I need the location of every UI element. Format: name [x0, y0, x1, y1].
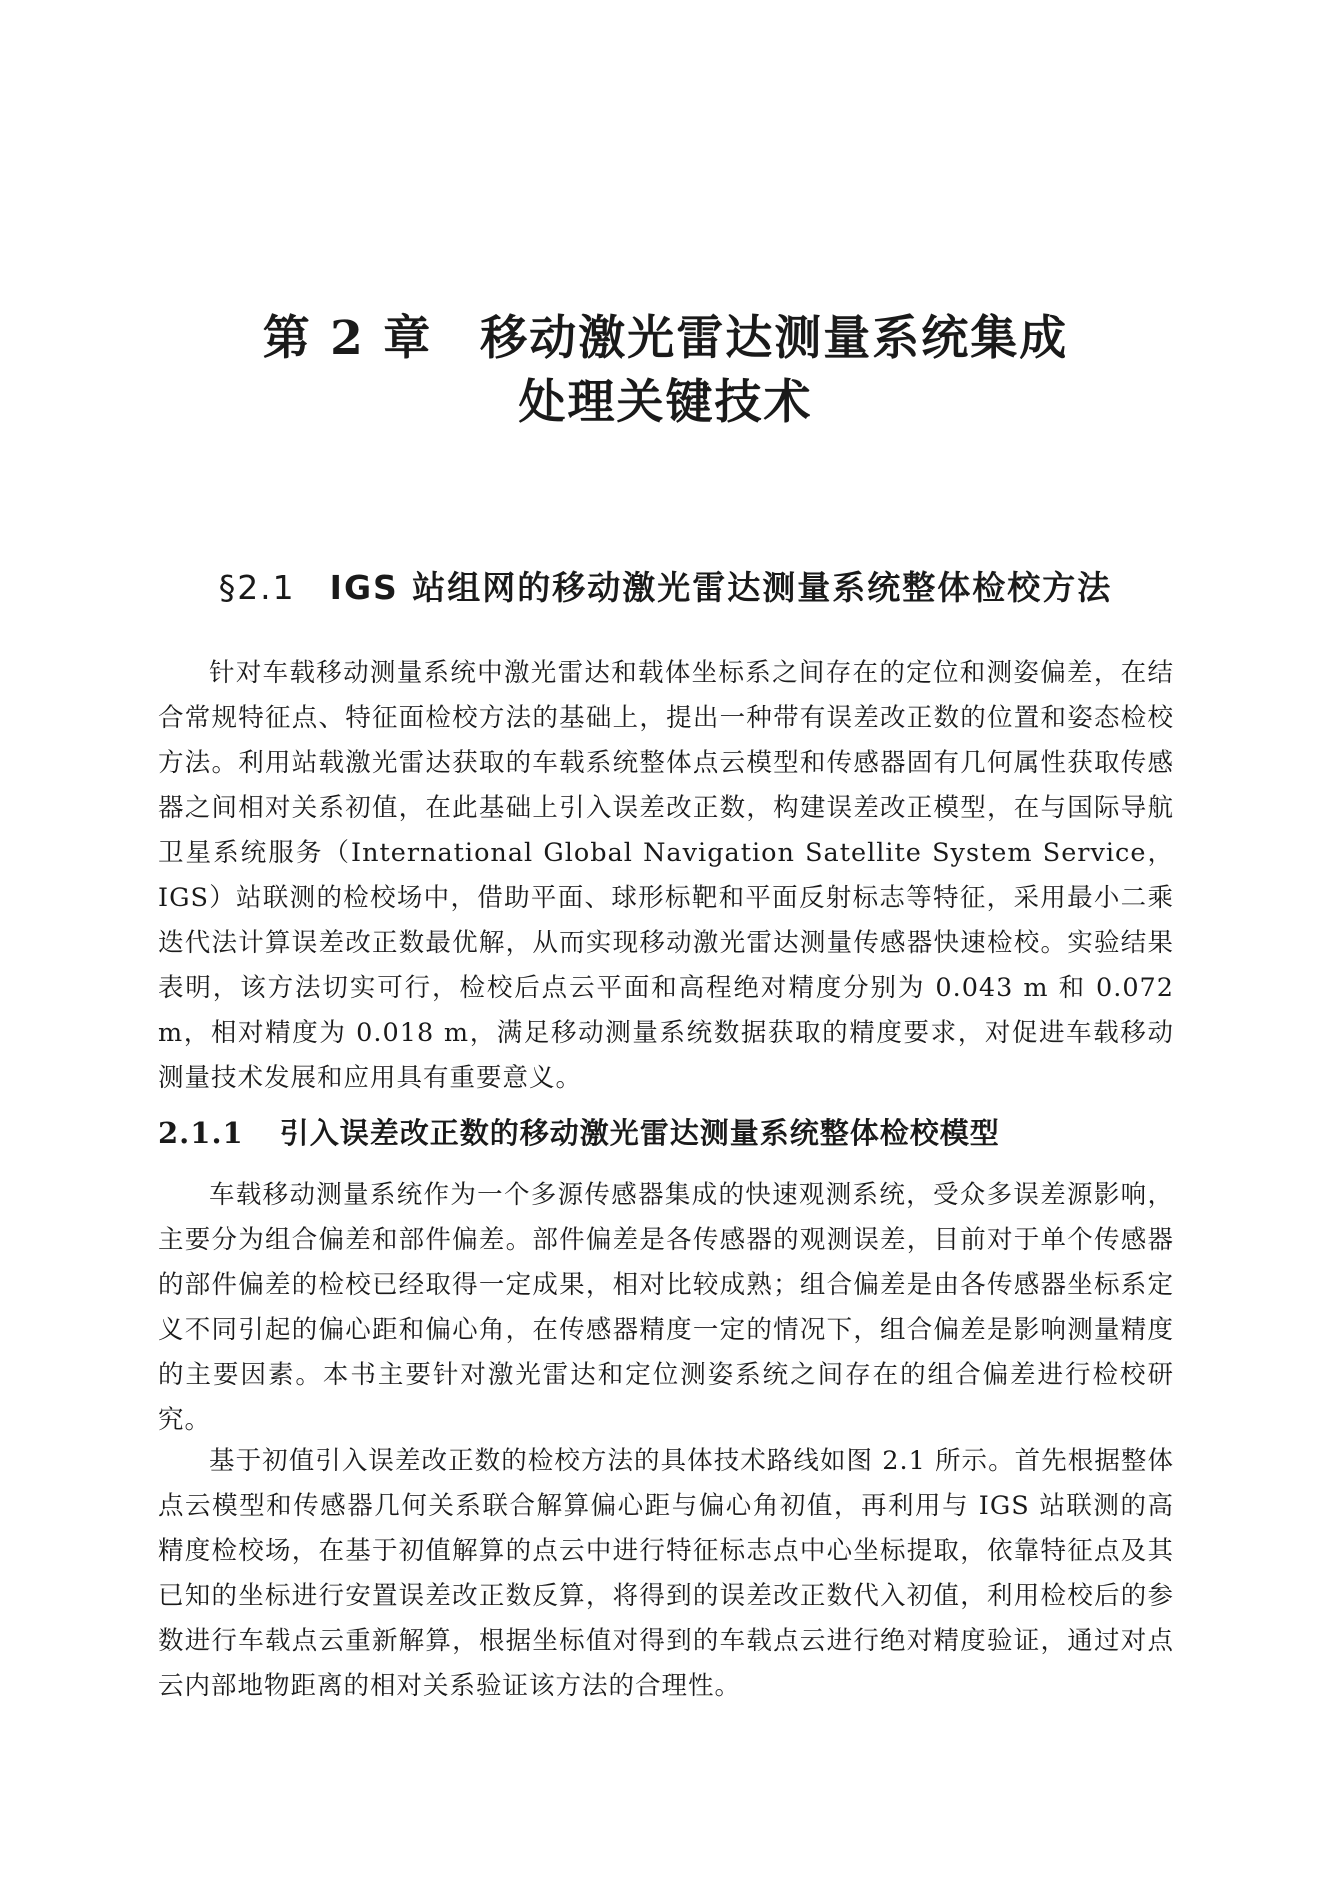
- subsection-title: 引入误差改正数的移动激光雷达测量系统整体检校模型: [279, 1116, 1000, 1150]
- section-title: IGS 站组网的移动激光雷达测量系统整体检校方法: [329, 568, 1113, 607]
- method-paragraph: 基于初值引入误差改正数的检校方法的具体技术路线如图 2.1 所示。首先根据整体点云模型和传感器几何关系联合解算偏心距与偏心角初值，再利用与 IGS 站联测的高精度检校场，在基于初值解算的点云中进行特征标志点中心坐标提取，依靠特征点及其已知的坐标进行安置误差改正数反算，将得到的误差改正数代入初值，利用检校后的参数进行车载点云重新解算，根据坐标值对得到的车载点云进行绝对精度验证，通过对点云内部地物距离的相对关系验证该方法的合理性。: [158, 1446, 1174, 1701]
- chapter-number: 第 2 章: [262, 311, 433, 366]
- chapter-title-text-1: 移动激光雷达测量系统集成: [480, 311, 1069, 366]
- subsection-heading: [158, 1111, 1174, 1155]
- subsection-number: 2.1.1: [158, 1116, 244, 1150]
- section-heading: [0, 565, 1331, 611]
- chapter-title-line1: [0, 308, 1331, 370]
- intro-paragraph: 车载移动测量系统作为一个多源传感器集成的快速观测系统，受众多误差源影响，主要分为组合偏差和部件偏差。部件偏差是各传感器的观测误差，目前对于单个传感器的部件偏差的检校已经取得一定成果，相对比较成熟；组合偏差是由各传感器坐标系定义不同引起的偏心距和偏心角，在传感器精度一定的情况下，组合偏差是影响测量精度的主要因素。本书主要针对激光雷达和定位测姿系统之间存在的组合偏差进行检校研究。: [158, 1180, 1174, 1435]
- chapter-title-line2: 处理关键技术: [518, 375, 813, 430]
- abstract-paragraph: 针对车载移动测量系统中激光雷达和载体坐标系之间存在的定位和测姿偏差，在结合常规特征点、特征面检校方法的基础上，提出一种带有误差改正数的位置和姿态检校方法。利用站载激光雷达获取的车载系统整体点云模型和传感器固有几何属性获取传感器之间相对关系初值，在此基础上引入误差改正数，构建误差改正模型，在与国际导航卫星系统服务（International Global Navigation Satellite System Service，IGS）站联测的检校场中，借助平面、球形标靶和平面反射标志等特征，采用最小二乘迭代法计算误差改正数最优解，从而实现移动激光雷达测量传感器快速检校。实验结果表明，该方法切实可行，检校后点云平面和高程绝对精度分别为 0.043 m 和 0.072 m，相对精度为 0.018 m，满足移动测量系统数据获取的精度要求，对促进车载移动测量技术发展和应用具有重要意义。: [158, 658, 1174, 1093]
- section-number: §2.1: [218, 568, 296, 607]
